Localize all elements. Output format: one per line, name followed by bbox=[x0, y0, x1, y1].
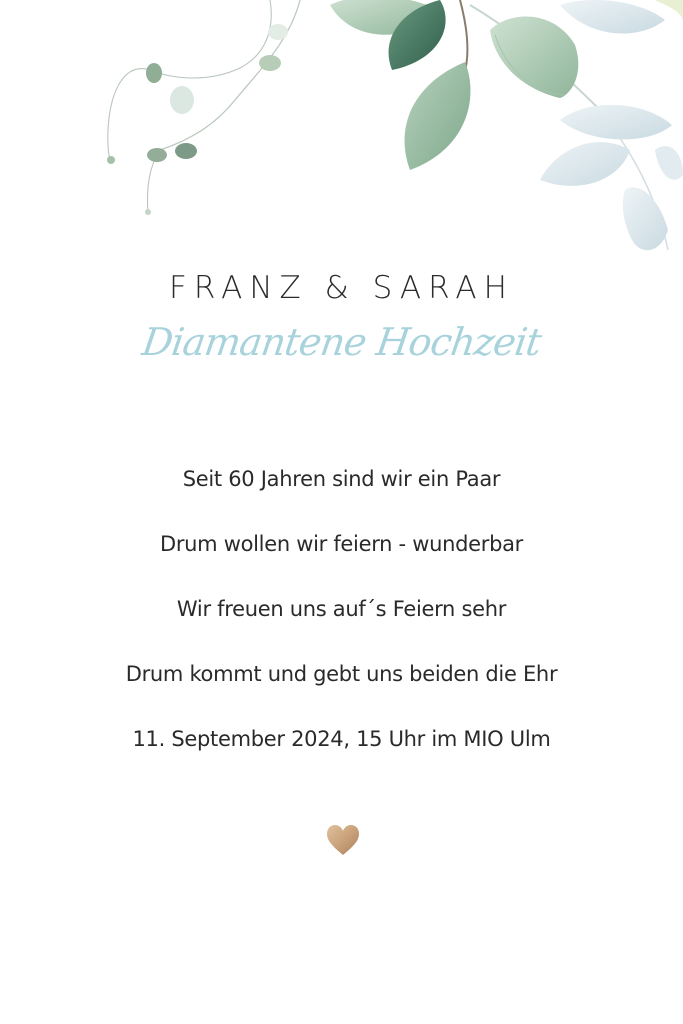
verse-line: Wir freuen uns auf´s Feiern sehr bbox=[176, 597, 507, 621]
verse-line: Drum wollen wir feiern - wunderbar bbox=[159, 532, 524, 556]
event-date-location: 11. September 2024, 15 Uhr im MIO Ulm bbox=[132, 727, 551, 751]
verse-line: Seit 60 Jahren sind wir ein Paar bbox=[182, 467, 501, 491]
couple-names-heading: FRANZ & SARAH bbox=[169, 270, 514, 306]
occasion-script-title: Diamantene Hochzeit bbox=[139, 320, 544, 364]
gold-heart-icon bbox=[326, 824, 360, 856]
eucalyptus-foliage-illustration bbox=[0, 0, 683, 280]
verse-line: Drum kommt und gebt uns beiden die Ehr bbox=[125, 662, 558, 686]
